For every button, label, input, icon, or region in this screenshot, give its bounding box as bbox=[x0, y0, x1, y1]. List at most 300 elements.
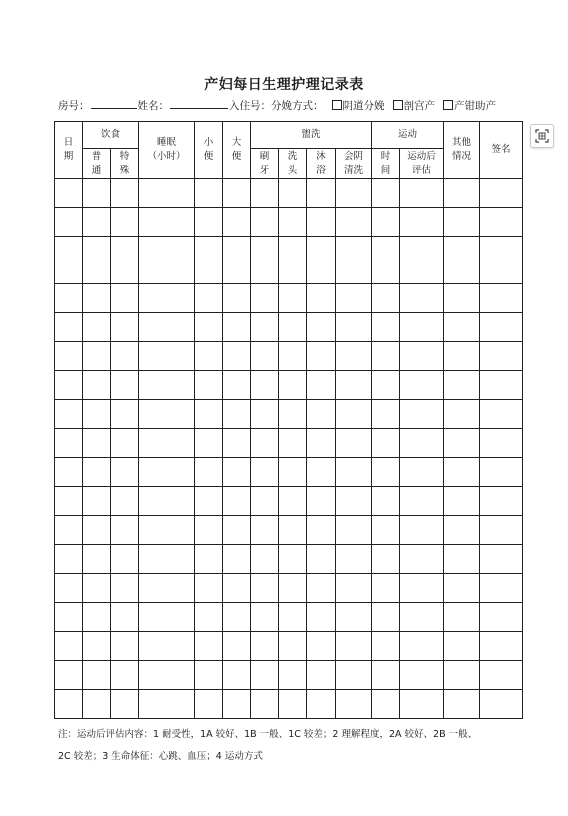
record-cell[interactable] bbox=[444, 690, 480, 719]
record-cell[interactable] bbox=[307, 237, 336, 284]
record-cell[interactable] bbox=[279, 284, 307, 313]
record-cell[interactable] bbox=[83, 284, 111, 313]
record-cell[interactable] bbox=[251, 208, 279, 237]
header-signature: 签名 bbox=[480, 122, 523, 179]
record-cell[interactable] bbox=[480, 237, 523, 284]
option-vaginal-delivery[interactable]: 阴道分娩 bbox=[332, 98, 385, 113]
header-stool: 大便 bbox=[223, 122, 251, 179]
record-cell[interactable] bbox=[139, 429, 195, 458]
record-cell[interactable] bbox=[139, 458, 195, 487]
table-row bbox=[55, 284, 523, 313]
record-cell[interactable] bbox=[223, 690, 251, 719]
record-cell[interactable] bbox=[480, 313, 523, 342]
record-cell[interactable] bbox=[307, 632, 336, 661]
record-cell[interactable] bbox=[251, 603, 279, 632]
record-cell[interactable] bbox=[400, 545, 444, 574]
record-cell[interactable] bbox=[372, 545, 400, 574]
record-cell[interactable] bbox=[139, 632, 195, 661]
record-cell[interactable] bbox=[336, 661, 372, 690]
record-cell[interactable] bbox=[223, 179, 251, 208]
header-date: 日期 bbox=[55, 122, 83, 179]
record-cell[interactable] bbox=[111, 400, 139, 429]
record-cell[interactable] bbox=[251, 313, 279, 342]
record-cell[interactable] bbox=[55, 179, 83, 208]
record-cell[interactable] bbox=[223, 237, 251, 284]
record-cell[interactable] bbox=[83, 458, 111, 487]
record-cell[interactable] bbox=[336, 371, 372, 400]
record-cell[interactable] bbox=[139, 342, 195, 371]
record-cell[interactable] bbox=[139, 487, 195, 516]
table-row bbox=[55, 574, 523, 603]
record-cell[interactable] bbox=[336, 429, 372, 458]
record-cell[interactable] bbox=[336, 284, 372, 313]
record-cell[interactable] bbox=[480, 574, 523, 603]
record-cell[interactable] bbox=[444, 429, 480, 458]
record-cell[interactable] bbox=[83, 632, 111, 661]
option-forceps-delivery[interactable]: 产钳助产 bbox=[443, 98, 496, 113]
record-cell[interactable] bbox=[279, 516, 307, 545]
record-cell[interactable] bbox=[139, 400, 195, 429]
record-cell[interactable] bbox=[372, 208, 400, 237]
record-cell[interactable] bbox=[279, 574, 307, 603]
record-cell[interactable] bbox=[307, 208, 336, 237]
record-cell[interactable] bbox=[444, 632, 480, 661]
record-cell[interactable] bbox=[336, 208, 372, 237]
name-blank[interactable] bbox=[170, 98, 228, 109]
record-cell[interactable] bbox=[307, 342, 336, 371]
record-cell[interactable] bbox=[111, 429, 139, 458]
record-cell[interactable] bbox=[83, 487, 111, 516]
record-cell[interactable] bbox=[307, 371, 336, 400]
header-urine: 小便 bbox=[195, 122, 223, 179]
record-cell[interactable] bbox=[336, 179, 372, 208]
record-cell[interactable] bbox=[336, 574, 372, 603]
record-cell[interactable] bbox=[111, 516, 139, 545]
record-cell[interactable] bbox=[251, 690, 279, 719]
header-exercise-time: 时间 bbox=[372, 149, 400, 179]
record-cell[interactable] bbox=[223, 661, 251, 690]
record-cell[interactable] bbox=[480, 429, 523, 458]
record-cell[interactable] bbox=[195, 313, 223, 342]
record-cell[interactable] bbox=[480, 545, 523, 574]
record-cell[interactable] bbox=[279, 545, 307, 574]
record-cell[interactable] bbox=[55, 516, 83, 545]
record-cell[interactable] bbox=[139, 690, 195, 719]
record-cell[interactable] bbox=[139, 284, 195, 313]
header-wash-hair: 洗头 bbox=[279, 149, 307, 179]
record-cell[interactable] bbox=[111, 313, 139, 342]
record-cell[interactable] bbox=[279, 458, 307, 487]
header-hygiene: 盥洗 bbox=[251, 122, 372, 149]
table-row bbox=[55, 487, 523, 516]
record-cell[interactable] bbox=[55, 371, 83, 400]
record-cell[interactable] bbox=[251, 661, 279, 690]
header-diet-special: 特殊 bbox=[111, 149, 139, 179]
record-cell[interactable] bbox=[400, 313, 444, 342]
record-cell[interactable] bbox=[400, 371, 444, 400]
record-cell[interactable] bbox=[223, 487, 251, 516]
record-cell[interactable] bbox=[336, 400, 372, 429]
record-cell[interactable] bbox=[307, 516, 336, 545]
record-cell[interactable] bbox=[223, 603, 251, 632]
record-cell[interactable] bbox=[251, 284, 279, 313]
record-cell[interactable] bbox=[195, 208, 223, 237]
record-cell[interactable] bbox=[336, 516, 372, 545]
record-cell[interactable] bbox=[83, 661, 111, 690]
record-cell[interactable] bbox=[372, 516, 400, 545]
record-cell[interactable] bbox=[444, 487, 480, 516]
record-cell[interactable] bbox=[372, 179, 400, 208]
record-cell[interactable] bbox=[307, 400, 336, 429]
record-cell[interactable] bbox=[139, 179, 195, 208]
record-cell[interactable] bbox=[111, 237, 139, 284]
record-cell[interactable] bbox=[307, 284, 336, 313]
record-cell[interactable] bbox=[139, 237, 195, 284]
record-cell[interactable] bbox=[480, 516, 523, 545]
record-cell[interactable] bbox=[444, 400, 480, 429]
record-cell[interactable] bbox=[480, 400, 523, 429]
record-cell[interactable] bbox=[279, 342, 307, 371]
record-cell[interactable] bbox=[480, 487, 523, 516]
record-cell[interactable] bbox=[111, 342, 139, 371]
record-cell[interactable] bbox=[195, 690, 223, 719]
record-cell[interactable] bbox=[83, 342, 111, 371]
record-cell[interactable] bbox=[55, 603, 83, 632]
record-cell[interactable] bbox=[480, 603, 523, 632]
record-cell[interactable] bbox=[307, 179, 336, 208]
record-cell[interactable] bbox=[55, 458, 83, 487]
record-cell[interactable] bbox=[223, 574, 251, 603]
header-diet: 饮食 bbox=[83, 122, 139, 149]
checkbox-icon[interactable] bbox=[443, 100, 453, 110]
table-row bbox=[55, 516, 523, 545]
record-cell[interactable] bbox=[400, 429, 444, 458]
record-cell[interactable] bbox=[83, 179, 111, 208]
table-row bbox=[55, 429, 523, 458]
record-cell[interactable] bbox=[336, 690, 372, 719]
record-cell[interactable] bbox=[223, 545, 251, 574]
record-cell[interactable] bbox=[195, 632, 223, 661]
record-cell[interactable] bbox=[480, 342, 523, 371]
record-cell[interactable] bbox=[195, 574, 223, 603]
record-cell[interactable] bbox=[111, 603, 139, 632]
record-cell[interactable] bbox=[111, 574, 139, 603]
evaluation-note bbox=[58, 724, 528, 768]
record-cell[interactable] bbox=[279, 603, 307, 632]
record-cell[interactable] bbox=[251, 179, 279, 208]
care-record-table bbox=[54, 121, 523, 719]
room-label: 房号： bbox=[58, 100, 90, 112]
record-cell[interactable] bbox=[83, 545, 111, 574]
record-cell[interactable] bbox=[195, 179, 223, 208]
record-cell[interactable] bbox=[400, 208, 444, 237]
record-cell[interactable] bbox=[195, 342, 223, 371]
record-cell[interactable] bbox=[55, 237, 83, 284]
form-title: 产妇每日生理护理记录表 bbox=[204, 77, 364, 93]
record-cell[interactable] bbox=[444, 371, 480, 400]
record-cell[interactable] bbox=[223, 632, 251, 661]
record-cell[interactable] bbox=[223, 342, 251, 371]
record-cell[interactable] bbox=[223, 458, 251, 487]
table-row bbox=[55, 237, 523, 284]
record-cell[interactable] bbox=[444, 284, 480, 313]
record-cell[interactable] bbox=[223, 208, 251, 237]
record-cell[interactable] bbox=[480, 661, 523, 690]
record-cell[interactable] bbox=[372, 342, 400, 371]
table-row bbox=[55, 690, 523, 719]
record-cell[interactable] bbox=[372, 400, 400, 429]
header-bath: 沐浴 bbox=[307, 149, 336, 179]
record-cell[interactable] bbox=[251, 429, 279, 458]
record-cell[interactable] bbox=[400, 400, 444, 429]
record-cell[interactable] bbox=[307, 313, 336, 342]
record-cell[interactable] bbox=[111, 545, 139, 574]
record-cell[interactable] bbox=[55, 429, 83, 458]
record-cell[interactable] bbox=[83, 690, 111, 719]
record-cell[interactable] bbox=[83, 208, 111, 237]
record-cell[interactable] bbox=[444, 458, 480, 487]
record-cell[interactable] bbox=[111, 661, 139, 690]
record-cell[interactable] bbox=[195, 487, 223, 516]
record-cell[interactable] bbox=[372, 371, 400, 400]
record-cell[interactable] bbox=[251, 516, 279, 545]
record-cell[interactable] bbox=[480, 690, 523, 719]
record-cell[interactable] bbox=[400, 342, 444, 371]
record-cell[interactable] bbox=[55, 342, 83, 371]
record-cell[interactable] bbox=[139, 371, 195, 400]
record-cell[interactable] bbox=[372, 632, 400, 661]
record-cell[interactable] bbox=[444, 237, 480, 284]
record-cell[interactable] bbox=[111, 458, 139, 487]
record-cell[interactable] bbox=[336, 603, 372, 632]
record-cell[interactable] bbox=[251, 458, 279, 487]
record-cell[interactable] bbox=[372, 661, 400, 690]
record-cell[interactable] bbox=[195, 371, 223, 400]
record-cell[interactable] bbox=[372, 458, 400, 487]
record-cell[interactable] bbox=[55, 208, 83, 237]
record-cell[interactable] bbox=[55, 690, 83, 719]
record-cell[interactable] bbox=[372, 487, 400, 516]
record-cell[interactable] bbox=[279, 371, 307, 400]
table-row bbox=[55, 371, 523, 400]
record-cell[interactable] bbox=[279, 400, 307, 429]
record-cell[interactable] bbox=[83, 400, 111, 429]
record-cell[interactable] bbox=[336, 487, 372, 516]
record-cell[interactable] bbox=[372, 284, 400, 313]
table-row bbox=[55, 603, 523, 632]
record-cell[interactable] bbox=[400, 574, 444, 603]
record-cell[interactable] bbox=[307, 545, 336, 574]
record-cell[interactable] bbox=[139, 603, 195, 632]
record-cell[interactable] bbox=[307, 574, 336, 603]
record-cell[interactable] bbox=[307, 487, 336, 516]
header-brush-teeth: 刷牙 bbox=[251, 149, 279, 179]
record-cell[interactable] bbox=[195, 237, 223, 284]
record-cell[interactable] bbox=[400, 458, 444, 487]
record-cell[interactable] bbox=[480, 632, 523, 661]
table-row bbox=[55, 313, 523, 342]
record-cell[interactable] bbox=[139, 545, 195, 574]
record-cell[interactable] bbox=[279, 313, 307, 342]
record-cell[interactable] bbox=[480, 284, 523, 313]
table-row bbox=[55, 545, 523, 574]
admission-label: 入住号： bbox=[229, 100, 271, 112]
record-cell[interactable] bbox=[307, 661, 336, 690]
record-cell[interactable] bbox=[251, 371, 279, 400]
record-cell[interactable] bbox=[400, 179, 444, 208]
record-cell[interactable] bbox=[55, 313, 83, 342]
record-cell[interactable] bbox=[83, 574, 111, 603]
record-cell[interactable] bbox=[336, 458, 372, 487]
record-cell[interactable] bbox=[139, 313, 195, 342]
record-cell[interactable] bbox=[372, 690, 400, 719]
record-cell[interactable] bbox=[279, 429, 307, 458]
record-cell[interactable] bbox=[55, 487, 83, 516]
record-cell[interactable] bbox=[223, 313, 251, 342]
table-row bbox=[55, 458, 523, 487]
header-exercise-eval: 运动后评估 bbox=[400, 149, 444, 179]
checkbox-icon[interactable] bbox=[393, 100, 403, 110]
record-cell[interactable] bbox=[372, 574, 400, 603]
record-cell[interactable] bbox=[83, 313, 111, 342]
option-cesarean[interactable]: 剖宫产 bbox=[393, 98, 436, 113]
record-cell[interactable] bbox=[307, 458, 336, 487]
record-cell[interactable] bbox=[55, 574, 83, 603]
record-cell[interactable] bbox=[400, 516, 444, 545]
record-cell[interactable] bbox=[480, 208, 523, 237]
record-cell[interactable] bbox=[223, 284, 251, 313]
record-cell[interactable] bbox=[279, 208, 307, 237]
record-cell[interactable] bbox=[400, 661, 444, 690]
checkbox-icon[interactable] bbox=[332, 100, 342, 110]
record-cell[interactable] bbox=[83, 516, 111, 545]
record-cell[interactable] bbox=[480, 179, 523, 208]
record-cell[interactable] bbox=[480, 458, 523, 487]
record-cell[interactable] bbox=[251, 400, 279, 429]
record-cell[interactable] bbox=[251, 574, 279, 603]
record-cell[interactable] bbox=[251, 237, 279, 284]
table-row bbox=[55, 208, 523, 237]
record-cell[interactable] bbox=[444, 208, 480, 237]
record-cell[interactable] bbox=[139, 208, 195, 237]
table-row bbox=[55, 632, 523, 661]
record-cell[interactable] bbox=[83, 603, 111, 632]
record-cell[interactable] bbox=[444, 179, 480, 208]
record-cell[interactable] bbox=[444, 545, 480, 574]
patient-info-row bbox=[58, 98, 528, 113]
record-cell[interactable] bbox=[336, 342, 372, 371]
record-cell[interactable] bbox=[400, 237, 444, 284]
room-number-blank[interactable] bbox=[91, 98, 137, 109]
record-cell[interactable] bbox=[195, 429, 223, 458]
record-cell[interactable] bbox=[55, 632, 83, 661]
record-cell[interactable] bbox=[83, 429, 111, 458]
record-cell[interactable] bbox=[195, 400, 223, 429]
record-cell[interactable] bbox=[444, 574, 480, 603]
record-cell[interactable] bbox=[223, 371, 251, 400]
record-cell[interactable] bbox=[55, 545, 83, 574]
table-row bbox=[55, 661, 523, 690]
record-rows bbox=[55, 179, 523, 719]
record-cell[interactable] bbox=[223, 400, 251, 429]
record-cell[interactable] bbox=[111, 690, 139, 719]
record-cell[interactable] bbox=[307, 603, 336, 632]
header-diet-normal: 普通 bbox=[83, 149, 111, 179]
record-cell[interactable] bbox=[251, 545, 279, 574]
record-cell[interactable] bbox=[400, 632, 444, 661]
record-cell[interactable] bbox=[279, 179, 307, 208]
record-cell[interactable] bbox=[111, 487, 139, 516]
record-cell[interactable] bbox=[83, 371, 111, 400]
record-cell[interactable] bbox=[279, 237, 307, 284]
record-cell[interactable] bbox=[111, 371, 139, 400]
record-cell[interactable] bbox=[372, 603, 400, 632]
record-cell[interactable] bbox=[336, 313, 372, 342]
record-cell[interactable] bbox=[195, 661, 223, 690]
record-cell[interactable] bbox=[55, 661, 83, 690]
record-cell[interactable] bbox=[444, 661, 480, 690]
record-cell[interactable] bbox=[307, 690, 336, 719]
record-cell[interactable] bbox=[279, 661, 307, 690]
record-cell[interactable] bbox=[251, 487, 279, 516]
record-cell[interactable] bbox=[111, 179, 139, 208]
record-cell[interactable] bbox=[55, 284, 83, 313]
record-cell[interactable] bbox=[55, 400, 83, 429]
record-cell[interactable] bbox=[111, 284, 139, 313]
record-cell[interactable] bbox=[195, 284, 223, 313]
record-cell[interactable] bbox=[139, 516, 195, 545]
record-cell[interactable] bbox=[195, 516, 223, 545]
record-cell[interactable] bbox=[195, 545, 223, 574]
header-other: 其他情况 bbox=[444, 122, 480, 179]
record-cell[interactable] bbox=[400, 603, 444, 632]
record-cell[interactable] bbox=[307, 429, 336, 458]
record-cell[interactable] bbox=[251, 342, 279, 371]
record-cell[interactable] bbox=[400, 690, 444, 719]
record-cell[interactable] bbox=[480, 371, 523, 400]
record-cell[interactable] bbox=[444, 516, 480, 545]
record-cell[interactable] bbox=[336, 237, 372, 284]
record-cell[interactable] bbox=[336, 545, 372, 574]
record-cell[interactable] bbox=[111, 208, 139, 237]
record-cell[interactable] bbox=[139, 574, 195, 603]
record-cell[interactable] bbox=[223, 516, 251, 545]
header-exercise: 运动 bbox=[372, 122, 444, 149]
record-cell[interactable] bbox=[372, 313, 400, 342]
name-label: 姓名： bbox=[137, 100, 169, 112]
record-cell[interactable] bbox=[372, 429, 400, 458]
record-cell[interactable] bbox=[444, 603, 480, 632]
record-cell[interactable] bbox=[251, 632, 279, 661]
record-cell[interactable] bbox=[195, 458, 223, 487]
record-cell[interactable] bbox=[336, 632, 372, 661]
record-cell[interactable] bbox=[444, 313, 480, 342]
ocr-scan-button[interactable] bbox=[530, 124, 554, 148]
record-cell[interactable] bbox=[223, 429, 251, 458]
record-cell[interactable] bbox=[111, 632, 139, 661]
record-cell[interactable] bbox=[279, 690, 307, 719]
record-cell[interactable] bbox=[139, 661, 195, 690]
record-cell[interactable] bbox=[279, 487, 307, 516]
record-cell[interactable] bbox=[83, 237, 111, 284]
note-line: 2C 较差；3 生命体征：心跳、血压；4 运动方式 bbox=[58, 751, 263, 762]
record-cell[interactable] bbox=[444, 342, 480, 371]
record-cell[interactable] bbox=[400, 487, 444, 516]
record-cell[interactable] bbox=[279, 632, 307, 661]
record-cell[interactable] bbox=[400, 284, 444, 313]
record-cell[interactable] bbox=[372, 237, 400, 284]
record-cell[interactable] bbox=[195, 603, 223, 632]
